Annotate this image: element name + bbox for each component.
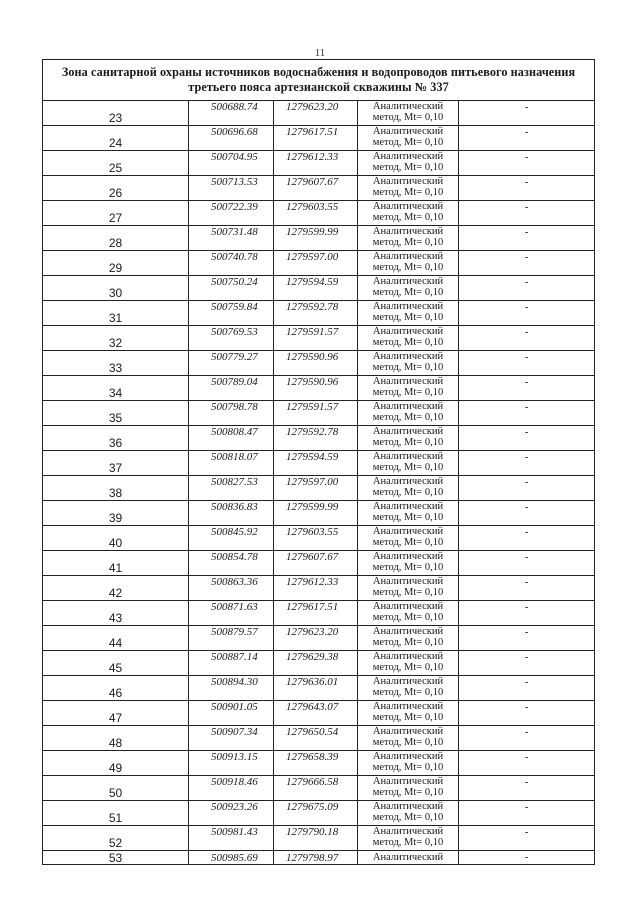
method-line1: Аналитический (372, 701, 444, 712)
method-line1: Аналитический (372, 251, 444, 262)
method-line1: Аналитический (372, 576, 444, 587)
method-line1: Аналитический (372, 751, 444, 762)
method-line2: метод, Mt= 0,10 (372, 737, 444, 748)
extra-cell: - (459, 451, 595, 476)
x-coordinate: 500704.95 (189, 151, 274, 176)
y-coordinate: 1279617.51 (274, 601, 358, 626)
table-row (43, 676, 595, 701)
table-row (43, 426, 595, 451)
point-number: 29 (43, 251, 189, 276)
point-number: 37 (43, 451, 189, 476)
x-coordinate: 500779.27 (189, 351, 274, 376)
method-cell (358, 176, 459, 201)
table-title: Зона санитарной охраны источников водоснабжения и водопроводов питьевого назначения третьего пояса артезианской скважины № 337 (43, 60, 595, 101)
extra-cell: - (459, 126, 595, 151)
y-coordinate: 1279594.59 (274, 451, 358, 476)
method-line2: метод, Mt= 0,10 (372, 837, 444, 848)
table-row (43, 251, 595, 276)
point-number: 30 (43, 276, 189, 301)
extra-cell: - (459, 201, 595, 226)
method-cell (358, 526, 459, 551)
point-number: 44 (43, 626, 189, 651)
x-coordinate: 500836.83 (189, 501, 274, 526)
table-row (43, 151, 595, 176)
method-cell (358, 701, 459, 726)
y-coordinate: 1279623.20 (274, 101, 358, 126)
extra-cell: - (459, 426, 595, 451)
method-line2: метод, Mt= 0,10 (372, 287, 444, 298)
point-number: 51 (43, 801, 189, 826)
point-number: 32 (43, 326, 189, 351)
x-coordinate: 500845.92 (189, 526, 274, 551)
method-line1: Аналитический (372, 126, 444, 137)
table-row (43, 626, 595, 651)
table-row (43, 576, 595, 601)
method-cell (358, 251, 459, 276)
method-line2: метод, Mt= 0,10 (372, 462, 444, 473)
method-line2: метод, Mt= 0,10 (372, 487, 444, 498)
y-coordinate: 1279592.78 (274, 301, 358, 326)
table-row (43, 551, 595, 576)
method-line2: метод, Mt= 0,10 (372, 537, 444, 548)
point-number: 24 (43, 126, 189, 151)
x-coordinate: 500887.14 (189, 651, 274, 676)
y-coordinate: 1279591.57 (274, 326, 358, 351)
table-row (43, 526, 595, 551)
x-coordinate: 500759.84 (189, 301, 274, 326)
method-line2: метод, Mt= 0,10 (372, 712, 444, 723)
y-coordinate: 1279675.09 (274, 801, 358, 826)
method-cell (358, 201, 459, 226)
y-coordinate: 1279790.18 (274, 826, 358, 851)
method-line1: Аналитический (372, 476, 444, 487)
extra-cell: - (459, 351, 595, 376)
method-line1: Аналитический (372, 726, 444, 737)
extra-cell: - (459, 776, 595, 801)
extra-cell: - (459, 151, 595, 176)
method-line2: метод, Mt= 0,10 (372, 237, 444, 248)
extra-cell: - (459, 376, 595, 401)
table-row (43, 401, 595, 426)
method-line2: метод, Mt= 0,10 (372, 212, 444, 223)
method-line1: Аналитический (372, 351, 444, 362)
x-coordinate: 500985.69 (189, 851, 274, 865)
method-line2: метод, Mt= 0,10 (372, 687, 444, 698)
y-coordinate: 1279590.96 (274, 376, 358, 401)
y-coordinate: 1279599.99 (274, 226, 358, 251)
point-number: 23 (43, 101, 189, 126)
method-line2: метод, Mt= 0,10 (372, 412, 444, 423)
x-coordinate: 500901.05 (189, 701, 274, 726)
x-coordinate: 500923.26 (189, 801, 274, 826)
method-line1: Аналитический (372, 776, 444, 787)
point-number: 36 (43, 426, 189, 451)
method-line1: Аналитический (372, 226, 444, 237)
method-cell (358, 751, 459, 776)
method-line1: Аналитический (372, 426, 444, 437)
point-number: 26 (43, 176, 189, 201)
method-line1: Аналитический (372, 451, 444, 462)
extra-cell: - (459, 851, 595, 865)
x-coordinate: 500871.63 (189, 601, 274, 626)
extra-cell: - (459, 701, 595, 726)
method-line1: Аналитический (372, 101, 444, 112)
y-coordinate: 1279597.00 (274, 476, 358, 501)
extra-cell: - (459, 251, 595, 276)
method-line1: Аналитический (372, 301, 444, 312)
method-cell (358, 276, 459, 301)
method-cell (358, 426, 459, 451)
method-line2: метод, Mt= 0,10 (372, 137, 444, 148)
point-number: 45 (43, 651, 189, 676)
method-line2: метод, Mt= 0,10 (372, 162, 444, 173)
x-coordinate: 500769.53 (189, 326, 274, 351)
method-line1: Аналитический (372, 852, 444, 863)
table-row (43, 801, 595, 826)
method-cell (358, 601, 459, 626)
point-number: 39 (43, 501, 189, 526)
method-line1: Аналитический (372, 501, 444, 512)
method-line2: метод, Mt= 0,10 (372, 187, 444, 198)
method-line1: Аналитический (372, 276, 444, 287)
method-cell (358, 151, 459, 176)
extra-cell: - (459, 401, 595, 426)
y-coordinate: 1279612.33 (274, 151, 358, 176)
point-number: 25 (43, 151, 189, 176)
x-coordinate: 500696.68 (189, 126, 274, 151)
method-line2: метод, Mt= 0,10 (372, 262, 444, 273)
table-body (43, 101, 595, 865)
method-line1: Аналитический (372, 326, 444, 337)
point-number: 49 (43, 751, 189, 776)
method-line1: Аналитический (372, 676, 444, 687)
method-line1: Аналитический (372, 201, 444, 212)
point-number: 33 (43, 351, 189, 376)
point-number: 50 (43, 776, 189, 801)
x-coordinate: 500750.24 (189, 276, 274, 301)
method-line1: Аналитический (372, 826, 444, 837)
method-line2: метод, Mt= 0,10 (372, 312, 444, 323)
method-line1: Аналитический (372, 401, 444, 412)
extra-cell: - (459, 326, 595, 351)
x-coordinate: 500981.43 (189, 826, 274, 851)
y-coordinate: 1279650.54 (274, 726, 358, 751)
method-cell (358, 376, 459, 401)
extra-cell: - (459, 726, 595, 751)
extra-cell: - (459, 601, 595, 626)
x-coordinate: 500894.30 (189, 676, 274, 701)
x-coordinate: 500854.78 (189, 551, 274, 576)
point-number: 46 (43, 676, 189, 701)
method-line2: метод, Mt= 0,10 (372, 612, 444, 623)
table-row (43, 826, 595, 851)
method-cell (358, 126, 459, 151)
point-number: 43 (43, 601, 189, 626)
table-row (43, 276, 595, 301)
extra-cell: - (459, 626, 595, 651)
x-coordinate: 500789.04 (189, 376, 274, 401)
extra-cell: - (459, 801, 595, 826)
x-coordinate: 500818.07 (189, 451, 274, 476)
extra-cell: - (459, 576, 595, 601)
extra-cell: - (459, 826, 595, 851)
method-line2: метод, Mt= 0,10 (372, 637, 444, 648)
x-coordinate: 500722.39 (189, 201, 274, 226)
method-line2: метод, Mt= 0,10 (372, 762, 444, 773)
extra-cell: - (459, 476, 595, 501)
table-row (43, 226, 595, 251)
method-cell (358, 726, 459, 751)
table-row (43, 751, 595, 776)
method-cell (358, 101, 459, 126)
method-cell (358, 576, 459, 601)
table-row (43, 601, 595, 626)
table-row (43, 726, 595, 751)
x-coordinate: 500713.53 (189, 176, 274, 201)
method-line1: Аналитический (372, 651, 444, 662)
method-cell (358, 626, 459, 651)
x-coordinate: 500863.36 (189, 576, 274, 601)
method-line2: метод, Mt= 0,10 (372, 562, 444, 573)
method-cell (358, 801, 459, 826)
method-cell (358, 551, 459, 576)
x-coordinate: 500879.57 (189, 626, 274, 651)
y-coordinate: 1279798.97 (274, 851, 358, 865)
method-line1: Аналитический (372, 526, 444, 537)
method-line2: метод, Mt= 0,10 (372, 512, 444, 523)
x-coordinate: 500913.15 (189, 751, 274, 776)
table-row-last (43, 851, 595, 865)
table-row (43, 701, 595, 726)
table-row (43, 326, 595, 351)
x-coordinate: 500827.53 (189, 476, 274, 501)
point-number: 41 (43, 551, 189, 576)
x-coordinate: 500731.48 (189, 226, 274, 251)
method-cell (358, 501, 459, 526)
extra-cell: - (459, 176, 595, 201)
table-row (43, 651, 595, 676)
method-cell (358, 476, 459, 501)
method-line1: Аналитический (372, 801, 444, 812)
table-row (43, 126, 595, 151)
y-coordinate: 1279590.96 (274, 351, 358, 376)
extra-cell: - (459, 501, 595, 526)
extra-cell: - (459, 751, 595, 776)
table-row (43, 776, 595, 801)
method-cell (358, 651, 459, 676)
method-line2: метод, Mt= 0,10 (372, 437, 444, 448)
method-line2: метод, Mt= 0,10 (372, 362, 444, 373)
method-line2: метод, Mt= 0,10 (372, 787, 444, 798)
y-coordinate: 1279617.51 (274, 126, 358, 151)
y-coordinate: 1279592.78 (274, 426, 358, 451)
extra-cell: - (459, 676, 595, 701)
point-number: 52 (43, 826, 189, 851)
x-coordinate: 500740.78 (189, 251, 274, 276)
point-number: 38 (43, 476, 189, 501)
method-cell (358, 676, 459, 701)
method-cell (358, 851, 459, 865)
method-line2: метод, Mt= 0,10 (372, 812, 444, 823)
y-coordinate: 1279597.00 (274, 251, 358, 276)
extra-cell: - (459, 101, 595, 126)
y-coordinate: 1279607.67 (274, 551, 358, 576)
point-number: 40 (43, 526, 189, 551)
method-cell (358, 826, 459, 851)
method-line1: Аналитический (372, 601, 444, 612)
point-number: 27 (43, 201, 189, 226)
table-row (43, 476, 595, 501)
point-number: 31 (43, 301, 189, 326)
y-coordinate: 1279612.33 (274, 576, 358, 601)
extra-cell: - (459, 301, 595, 326)
y-coordinate: 1279591.57 (274, 401, 358, 426)
method-cell (358, 301, 459, 326)
extra-cell: - (459, 226, 595, 251)
method-line1: Аналитический (372, 176, 444, 187)
y-coordinate: 1279603.55 (274, 526, 358, 551)
method-line2: метод, Mt= 0,10 (372, 337, 444, 348)
method-cell (358, 776, 459, 801)
x-coordinate: 500688.74 (189, 101, 274, 126)
y-coordinate: 1279629.38 (274, 651, 358, 676)
table-row (43, 301, 595, 326)
y-coordinate: 1279623.20 (274, 626, 358, 651)
point-number: 53 (43, 851, 189, 865)
x-coordinate: 500918.46 (189, 776, 274, 801)
y-coordinate: 1279599.99 (274, 501, 358, 526)
table-row (43, 451, 595, 476)
point-number: 35 (43, 401, 189, 426)
point-number: 42 (43, 576, 189, 601)
coordinates-table (42, 59, 595, 865)
extra-cell: - (459, 651, 595, 676)
table-row (43, 201, 595, 226)
table-row (43, 376, 595, 401)
table-row (43, 351, 595, 376)
method-cell (358, 326, 459, 351)
y-coordinate: 1279636.01 (274, 676, 358, 701)
extra-cell: - (459, 551, 595, 576)
method-cell (358, 451, 459, 476)
method-line1: Аналитический (372, 551, 444, 562)
point-number: 47 (43, 701, 189, 726)
point-number: 34 (43, 376, 189, 401)
extra-cell: - (459, 526, 595, 551)
y-coordinate: 1279643.07 (274, 701, 358, 726)
x-coordinate: 500808.47 (189, 426, 274, 451)
method-line2: метод, Mt= 0,10 (372, 112, 444, 123)
method-line2: метод, Mt= 0,10 (372, 587, 444, 598)
method-line1: Аналитический (372, 151, 444, 162)
x-coordinate: 500907.34 (189, 726, 274, 751)
x-coordinate: 500798.78 (189, 401, 274, 426)
y-coordinate: 1279594.59 (274, 276, 358, 301)
method-line1: Аналитический (372, 626, 444, 637)
method-cell (358, 226, 459, 251)
y-coordinate: 1279603.55 (274, 201, 358, 226)
y-coordinate: 1279607.67 (274, 176, 358, 201)
point-number: 28 (43, 226, 189, 251)
method-line2: метод, Mt= 0,10 (372, 662, 444, 673)
table-row (43, 176, 595, 201)
method-cell (358, 351, 459, 376)
table-row (43, 101, 595, 126)
y-coordinate: 1279666.58 (274, 776, 358, 801)
point-number: 48 (43, 726, 189, 751)
method-cell (358, 401, 459, 426)
extra-cell: - (459, 276, 595, 301)
table-row (43, 501, 595, 526)
method-line1: Аналитический (372, 376, 444, 387)
y-coordinate: 1279658.39 (274, 751, 358, 776)
method-line2: метод, Mt= 0,10 (372, 387, 444, 398)
page-number: 11 (314, 47, 326, 59)
